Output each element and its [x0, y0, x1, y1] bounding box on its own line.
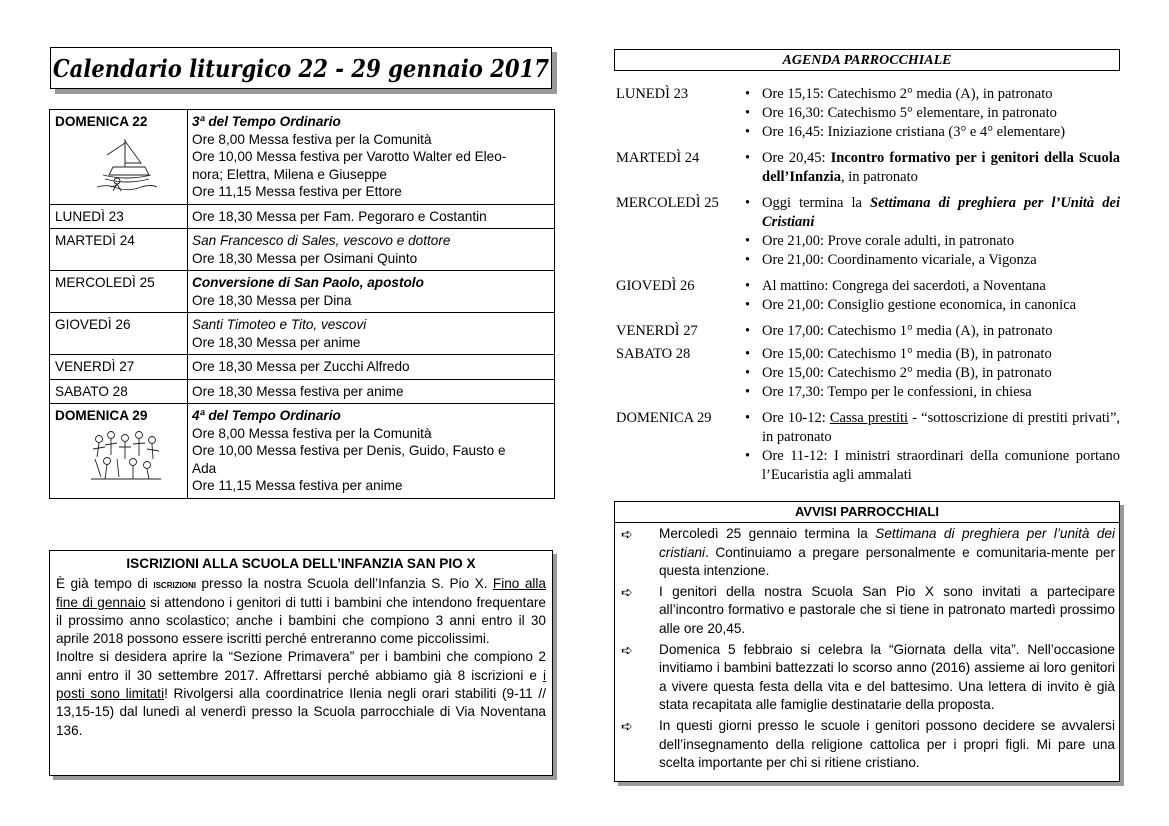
- agenda-row-mer25: [616, 194, 1120, 270]
- pointing-hand-icon: ➪: [621, 641, 633, 658]
- agenda-day: LUNEDÌ 23: [616, 86, 689, 102]
- text-run-italic: Settimana di preghiera per l’unità dei cristiani: [659, 526, 1115, 560]
- saint-title: Santi Timoteo e Tito, vescovi: [192, 317, 367, 332]
- text-run: - “sottoscrizione di prestiti privati”, in patronato: [762, 410, 1120, 445]
- day-label: DOMENICA 29: [55, 408, 148, 423]
- liturgy-row-dom22: [50, 110, 555, 205]
- agenda-item: • Ore 15,00: Catechismo 1° media (B), in patronato: [741, 345, 1120, 364]
- text-run: Oggi termina la: [762, 195, 871, 211]
- mass-line: Ore 8,00 Messa festiva per la Comunità: [192, 425, 432, 441]
- mass-line: Ore 11,15 Messa festiva per Ettore: [192, 184, 402, 199]
- text-run-bold: Incontro formativo per i genitori della Scuola dell’Infanzia: [762, 150, 1121, 185]
- mass-line: Ore 8,00 Messa festiva per la Comunità: [192, 131, 432, 147]
- day-cell: [50, 404, 188, 499]
- day-cell: VENERDÌ 27: [50, 355, 188, 380]
- notice-item: [615, 583, 1119, 639]
- agenda-items: [741, 194, 1120, 270]
- agenda-item: • Ore 11-12: I ministri straordinari della comunione portano l’Eucaristia agli ammalati: [741, 447, 1120, 485]
- mass-line: Ore 18,30 Messa festiva per anime: [188, 379, 555, 404]
- agenda-items: [741, 85, 1120, 142]
- liturgy-row-gio26: [50, 313, 555, 355]
- agenda-row-sab28: [616, 345, 1120, 402]
- agenda-row-dom29: [616, 409, 1120, 485]
- liturgy-row-ven27: [50, 355, 555, 380]
- text-run: . Continuiamo a pregare personalmente e comunitaria-mente per questa intenzione.: [659, 544, 1115, 579]
- agenda-item: • Ore 16,30: Catechismo 5° elementare, in patronato: [741, 104, 1120, 123]
- liturgy-row-mar24: [50, 229, 555, 271]
- content-cell: [188, 313, 555, 355]
- mass-line: Ore 10,00 Messa festiva per Varotto Walter ed Eleo-: [192, 149, 507, 164]
- text-run: Mercoledì 25 gennaio termina la: [659, 526, 876, 541]
- agenda-day: VENERDÌ 27: [616, 323, 698, 339]
- text-run-underlined: i posti sono limitati: [56, 667, 546, 702]
- agenda-row-gio26: [616, 277, 1120, 315]
- agenda-item: • Ore 21,00: Prove corale adulti, in patronato: [741, 232, 1120, 251]
- liturgy-row-mer25: [50, 271, 555, 313]
- agenda-item: [741, 409, 1120, 447]
- agenda-list: [616, 85, 1120, 492]
- agenda-day: GIOVEDÌ 26: [616, 278, 695, 294]
- mass-line: Ore 18,30 Messa per Zucchi Alfredo: [188, 355, 555, 380]
- day-cell: MARTEDÌ 24: [50, 229, 188, 271]
- agenda-items: [741, 149, 1120, 187]
- agenda-title: AGENDA PARROCCHIALE: [614, 49, 1120, 71]
- agenda-row-lun23: [616, 85, 1120, 142]
- day-cell: SABATO 28: [50, 379, 188, 404]
- agenda-item: • Ore 17,30: Tempo per le confessioni, in chiesa: [741, 383, 1120, 402]
- text-run: Ore 10-12:: [762, 410, 830, 426]
- content-cell: [188, 110, 555, 205]
- agenda-items: [741, 277, 1120, 315]
- liturgy-row-dom29: [50, 404, 555, 499]
- day-cell: [50, 110, 188, 205]
- agenda-day: SABATO 28: [616, 346, 691, 362]
- agenda-row-ven27: [616, 322, 1120, 341]
- mass-line: Ore 11,15 Messa festiva per anime: [192, 478, 403, 493]
- mass-line: Ore 18,30 Messa per Dina: [192, 292, 352, 308]
- text-run: presso la nostra Scuola dell’Infanzia S. Pio X.: [196, 576, 493, 592]
- notice-item: [615, 717, 1119, 773]
- text-run-smallcaps: iscrizioni: [153, 577, 197, 592]
- feast-title: 3ª del Tempo Ordinario: [192, 114, 341, 129]
- school-paragraph-2: [56, 648, 546, 739]
- text-run-underlined: Cassa prestiti: [829, 410, 909, 426]
- calendar-title: Calendario liturgico 22 - 29 gennaio 2017: [52, 53, 550, 83]
- mass-line: Ore 18,30 Messa per Fam. Pegoraro e Costantin: [188, 204, 555, 229]
- agenda-items: [741, 345, 1120, 402]
- text-run: Inoltre si desidera aprire la “Sezione Primavera” per i bambini che compiono 2 anni entro il 30 settembre 2017. Affrettarsi perché abbiamo già 8 iscrizioni e: [56, 649, 546, 683]
- text-run: si attendono i genitori di tutti i bambini che intendono frequentare il prossimo anno scolastico; anche i bambini che compiono 3 anni entro il 30 aprile 2018 possono essere iscritti perché entreranno come piccolissimi.: [56, 594, 546, 647]
- mass-line: Ore 10,00 Messa festiva per Denis, Guido, Fausto e: [192, 443, 506, 458]
- agenda-item: • Ore 21,00: Coordinamento vicariale, a Vigonza: [741, 251, 1120, 270]
- agenda-day: MERCOLEDÌ 25: [616, 195, 719, 211]
- calendar-title-box: [50, 47, 552, 89]
- text-run-bold-italic: Settimana di preghiera per l’Unità dei Cristiani: [762, 195, 1120, 230]
- notices-title: AVVISI PARROCCHIALI: [615, 502, 1119, 523]
- notice-text: I genitori della nostra Scuola San Pio X sono invitati a partecipare all’incontro formativo e pastorale che si tiene in patronato martedì prossimo alle ore 20,45.: [659, 583, 1115, 636]
- agenda-items: [741, 409, 1120, 485]
- feast-title: 4ª del Tempo Ordinario: [192, 408, 341, 423]
- mass-line: Ore 18,30 Messa per anime: [192, 334, 361, 350]
- mass-line: Ore 18,30 Messa per Osimani Quinto: [192, 250, 418, 266]
- agenda-item: • Ore 16,45: Iniziazione cristiana (3° e 4° elementare): [741, 123, 1120, 142]
- liturgy-row-sab28: [50, 379, 555, 404]
- agenda-item: • Ore 21,00: Consiglio gestione economica, in canonica: [741, 296, 1120, 315]
- text-run: Ore 20,45:: [762, 150, 831, 166]
- day-cell: GIOVEDÌ 26: [50, 313, 188, 355]
- school-enrollment-box: [49, 550, 553, 776]
- agenda-item: • Ore 17,00: Catechismo 1° media (A), in patronato: [741, 322, 1120, 341]
- agenda-row-mar24: [616, 149, 1120, 187]
- liturgy-row-lun23: [50, 204, 555, 229]
- parish-notices-box: [614, 501, 1120, 782]
- school-paragraph-1: [56, 575, 546, 648]
- pointing-hand-icon: ➪: [621, 526, 633, 542]
- notice-text: Domenica 5 febbraio si celebra la “Giornata della vita”. Nell’occasione invitiamo i bambini battezzati lo scorso anno (2016) assieme ai loro genitori a vivere questa festa della vita e del battesimo. Una lettera di invito è già stata recapitata alle famiglie destinatarie della proposta.: [659, 641, 1115, 713]
- day-label: DOMENICA 22: [55, 114, 148, 129]
- pointing-hand-icon: ➪: [621, 717, 633, 734]
- agenda-item: • Al mattino: Congrega dei sacerdoti, a Noventana: [741, 277, 1120, 296]
- notice-text: In questi giorni presso le scuole i genitori possono decidere se avvalersi dell’insegnamento della religione cattolica per i propri figli. Mi pare una scelta importante per chi si ritiene cristiano.: [659, 717, 1115, 771]
- text-run-underlined: Fino alla fine di gennaio: [56, 576, 546, 610]
- text-run: È già tempo di: [56, 576, 154, 592]
- notice-text: [659, 525, 1115, 581]
- mass-line: Ada: [192, 460, 217, 476]
- pointing-hand-icon: ➪: [621, 583, 633, 600]
- crowd-illustration: [89, 429, 163, 481]
- feast-title: Conversione di San Paolo, apostolo: [192, 275, 424, 290]
- agenda-item: [741, 149, 1120, 187]
- text-run: ! Rivolgersi alla coordinatrice Ilenia negli orari stabiliti (9-11 // 13,15-15) dal lunedì al venerdì presso la Scuola parrocchiale di Via Noventana 136.: [56, 686, 546, 738]
- day-cell: MERCOLEDÌ 25: [50, 271, 188, 313]
- mass-line: nora; Elettra, Milena e Giuseppe: [192, 166, 387, 182]
- text-run: , in patronato: [840, 169, 918, 185]
- saint-title: San Francesco di Sales, vescovo e dottore: [192, 233, 451, 248]
- boat-illustration: [95, 135, 159, 193]
- agenda-items: [741, 322, 1120, 341]
- liturgy-table: [49, 109, 555, 499]
- content-cell: [188, 229, 555, 271]
- content-cell: [188, 271, 555, 313]
- notice-item: [615, 525, 1119, 581]
- agenda-item: • Ore 15,15: Catechismo 2° media (A), in patronato: [741, 85, 1120, 104]
- notice-item: [615, 641, 1119, 715]
- content-cell: [188, 404, 555, 499]
- agenda-day: DOMENICA 29: [616, 410, 712, 426]
- school-title: ISCRIZIONI ALLA SCUOLA DELL’INFANZIA SAN PIO X: [126, 556, 476, 571]
- agenda-day: MARTEDÌ 24: [616, 150, 700, 166]
- day-cell: LUNEDÌ 23: [50, 204, 188, 229]
- agenda-item: • Ore 15,00: Catechismo 2° media (B), in patronato: [741, 364, 1120, 383]
- agenda-item: [741, 194, 1120, 232]
